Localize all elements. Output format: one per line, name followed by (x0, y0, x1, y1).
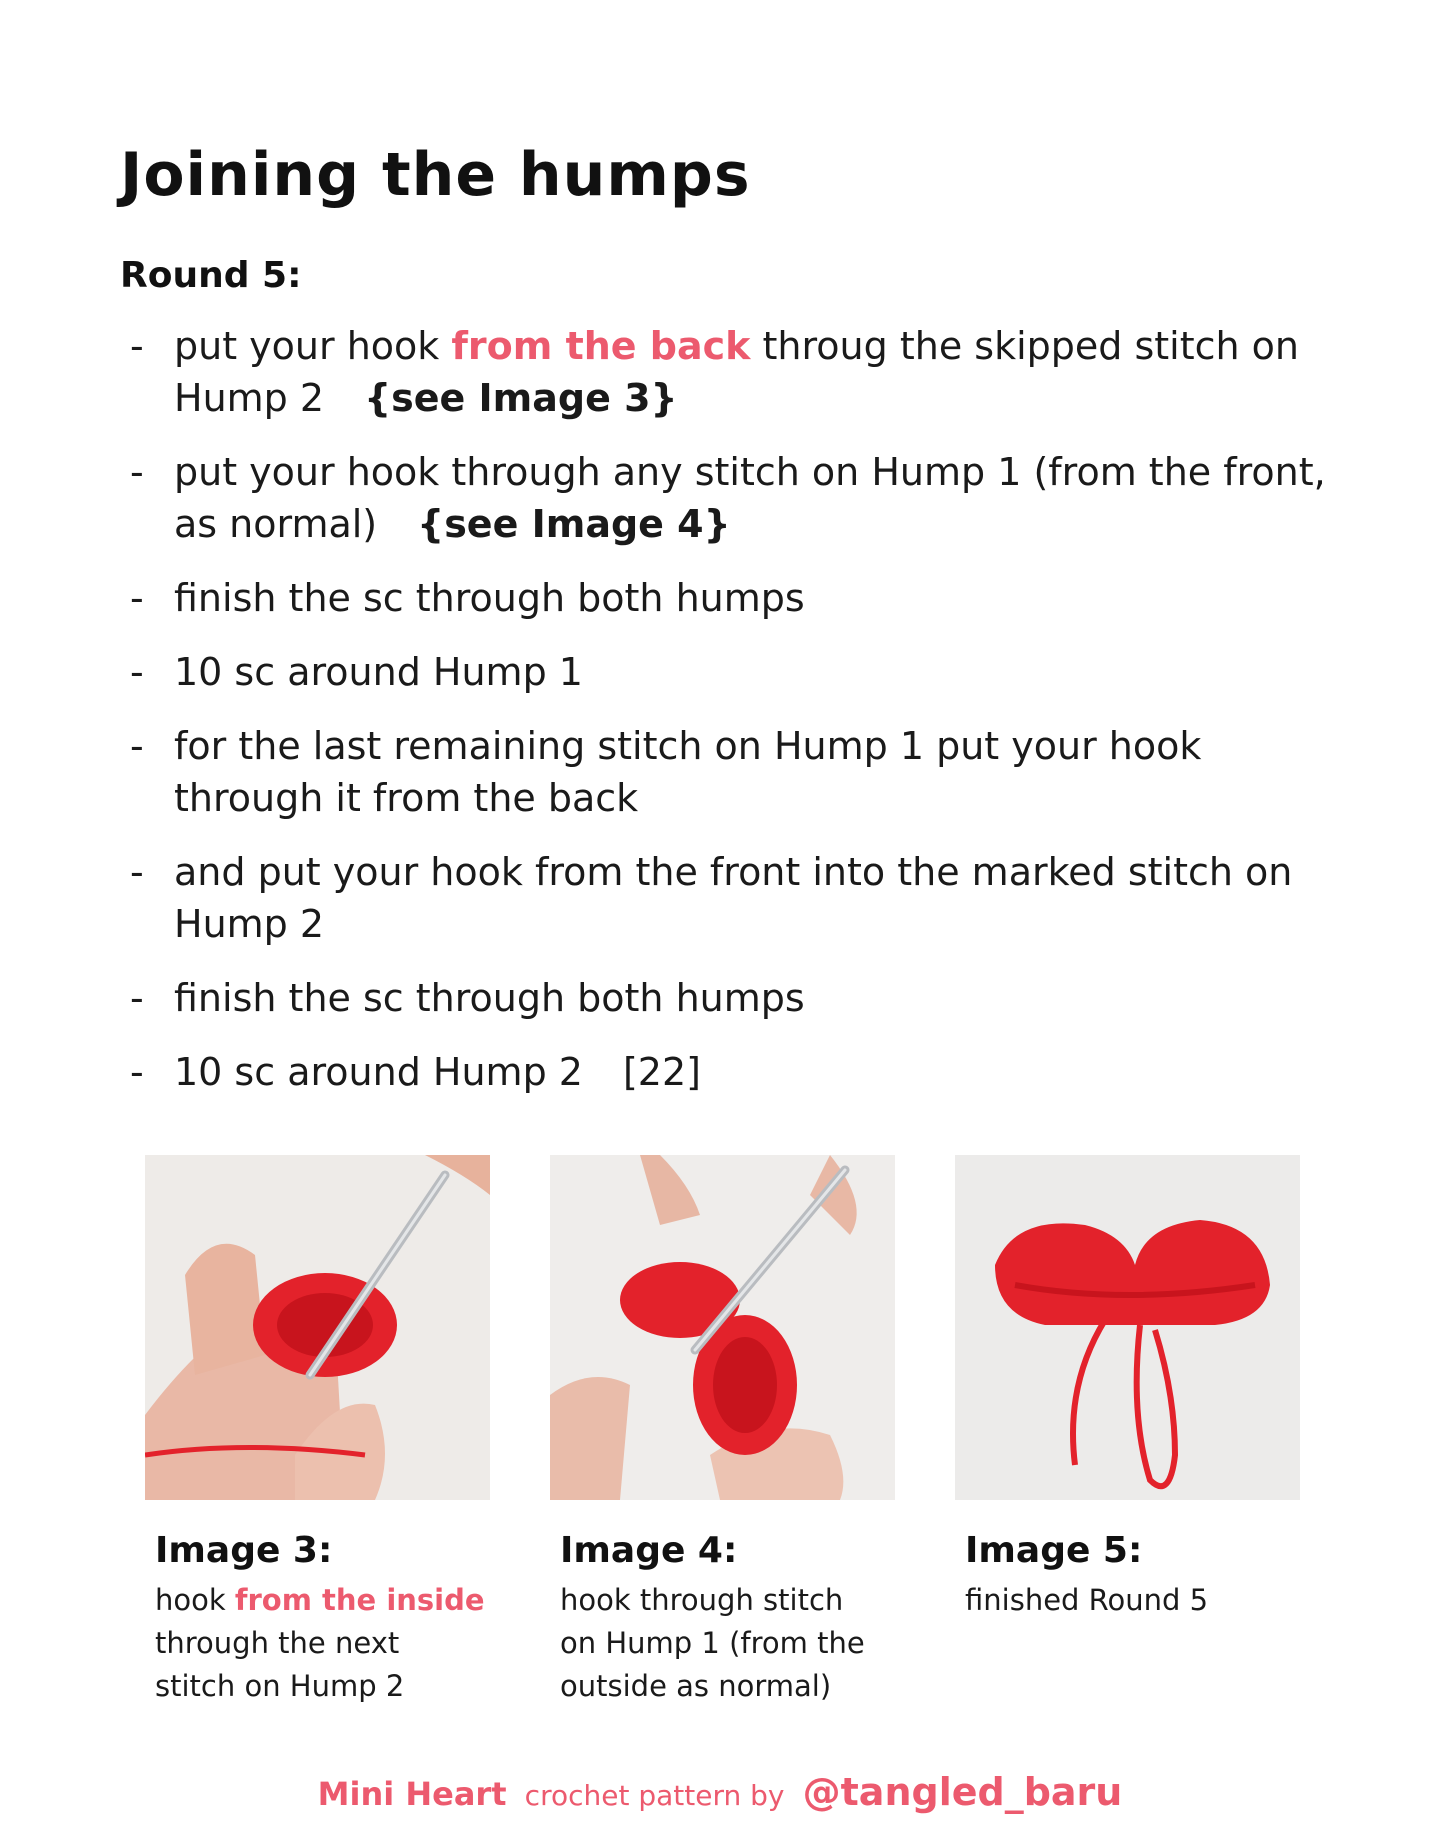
caption-text-part: hook (155, 1583, 235, 1617)
footer-brand: Mini Heart (317, 1775, 507, 1813)
step-dash: - (130, 850, 144, 894)
list-item (130, 320, 1330, 424)
image-5-photo (955, 1155, 1300, 1500)
image-4-caption (560, 1530, 920, 1708)
footer-credit (0, 1770, 1440, 1814)
step-dash: - (130, 324, 144, 368)
step-dash: - (130, 724, 144, 768)
photo-row (145, 1155, 1305, 1500)
step-dash: - (130, 650, 144, 694)
step-list (130, 320, 1330, 1120)
step-dash: - (130, 450, 144, 494)
step-dash: - (130, 1050, 144, 1094)
photo-illustration (145, 1155, 490, 1500)
caption-title: Image 5: (965, 1530, 1143, 1571)
list-item (130, 972, 1330, 1024)
image-reference: {see Image 3} (364, 376, 678, 420)
page-title: Joining the humps (120, 140, 751, 210)
step-text: 10 sc around Hump 1 (174, 650, 583, 694)
step-highlight: from the back (451, 324, 751, 368)
photo-illustration (550, 1155, 895, 1500)
round-label: Round 5: (120, 255, 302, 296)
caption-title: Image 4: (560, 1530, 738, 1571)
image-3-caption (155, 1530, 515, 1708)
list-item (130, 720, 1330, 824)
list-item (130, 846, 1330, 950)
step-text: put your hook through any stitch on Hump 1 (from the front, as normal) (174, 450, 1326, 546)
step-text: 10 sc around Hump 2 (174, 1050, 583, 1094)
image-4-photo (550, 1155, 895, 1500)
step-dash: - (130, 976, 144, 1020)
footer-middle: crochet pattern by (524, 1779, 785, 1812)
caption-title: Image 3: (155, 1530, 333, 1571)
image-3-photo (145, 1155, 490, 1500)
caption-text (155, 1579, 515, 1708)
image-reference: {see Image 4} (417, 502, 731, 546)
step-text: finish the sc through both humps (174, 576, 805, 620)
list-item (130, 572, 1330, 624)
step-text: and put your hook from the front into the marked stitch on Hump 2 (174, 850, 1293, 946)
footer-handle: @tangled_baru (802, 1770, 1123, 1814)
list-item (130, 646, 1330, 698)
list-item (130, 1046, 1330, 1098)
caption-highlight: from the inside (234, 1583, 485, 1617)
step-dash: - (130, 576, 144, 620)
step-text: for the last remaining stitch on Hump 1 put your hook through it from the back (174, 724, 1202, 820)
image-5-caption (965, 1530, 1325, 1622)
stitch-count: [22] (622, 1050, 701, 1094)
list-item (130, 446, 1330, 550)
caption-text-part: through the next stitch on Hump 2 (155, 1626, 405, 1703)
step-text: throug the skipped stitch on Hump 2 (174, 324, 1300, 420)
caption-text: hook through stitch on Hump 1 (from the outside as normal) (560, 1583, 865, 1703)
step-text: finish the sc through both humps (174, 976, 805, 1020)
step-text: put your hook (174, 324, 452, 368)
photo-illustration (955, 1155, 1300, 1500)
caption-text: finished Round 5 (965, 1583, 1209, 1617)
